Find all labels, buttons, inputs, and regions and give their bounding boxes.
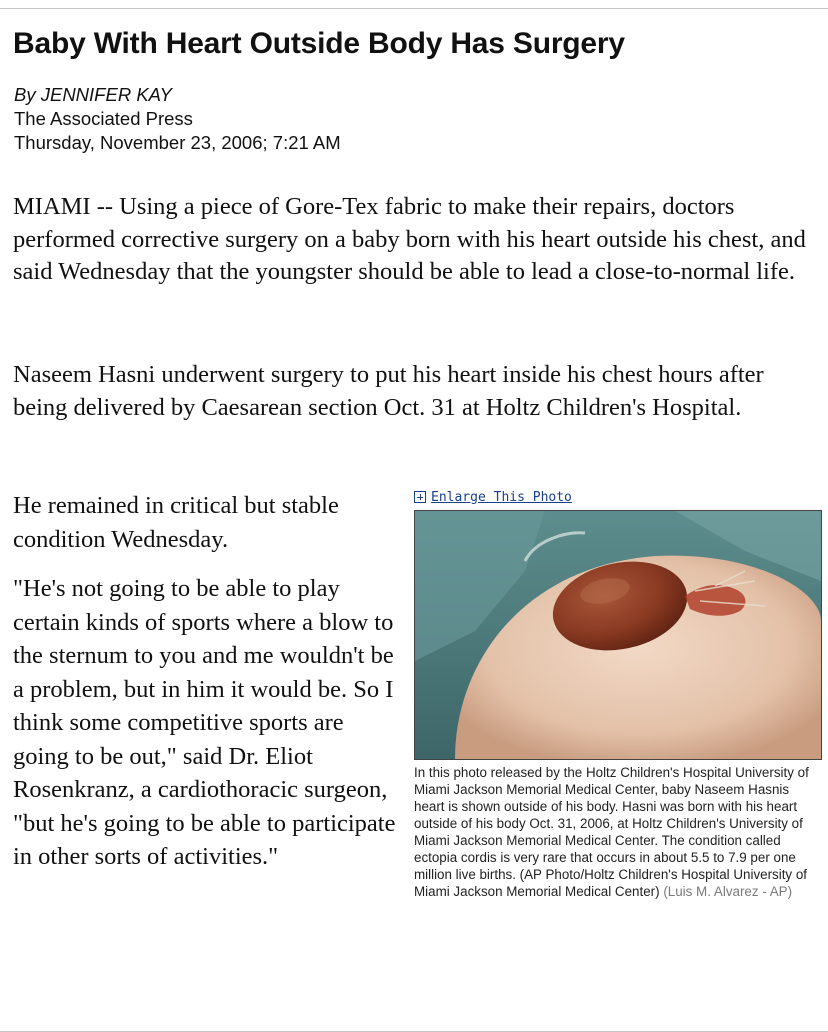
source: The Associated Press — [14, 108, 193, 129]
enlarge-photo-link[interactable] — [414, 487, 822, 507]
plus-box-icon — [414, 491, 426, 503]
paragraph-4: "He's not going to be able to play certain kinds of sports where a blow to the sternum to you and me wouldn't be a problem, but in him it would be. So I think some competitive sports are going to be out," said Dr. Eliot Rosenkranz, a cardiothoracic surgeon, "but he's going to be able to participate in other sorts of activities." — [13, 575, 396, 870]
article-photo[interactable] — [414, 510, 822, 760]
byline-block — [14, 83, 341, 155]
photo-box — [414, 487, 822, 900]
photo-credit: (Luis M. Alvarez - AP) — [663, 884, 793, 899]
left-column — [13, 489, 398, 890]
article-headline: Baby With Heart Outside Body Has Surgery — [13, 27, 625, 60]
enlarge-photo-label: Enlarge This Photo — [431, 489, 572, 505]
paragraph-2: Naseem Hasni underwent surgery to put his heart inside his chest hours after being delivered by Caesarean section Oct. 31 at Holtz Children's Hospital. — [13, 361, 764, 421]
byline: By JENNIFER KAY — [14, 84, 172, 105]
photo-caption — [414, 764, 822, 900]
dateline: Thursday, November 23, 2006; 7:21 AM — [14, 132, 341, 153]
article-page — [0, 8, 828, 1032]
paragraph-3: He remained in critical but stable condition Wednesday. — [13, 492, 339, 553]
lead-paragraph: MIAMI -- Using a piece of Gore-Tex fabric to make their repairs, doctors performed corrective surgery on a baby born with his heart outside his chest, and said Wednesday that the youngster should be able to lead a close-to-normal life. — [13, 193, 806, 285]
caption-text: In this photo released by the Holtz Children's Hospital University of Miami Jackson Memorial Medical Center, baby Naseem Hasnis heart is shown outside of his body. Hasni was born with his heart outside of his body Oct. 31, 2006, at Holtz Children's University of Miami Jackson Memorial Medical Center. The condition called ectopia cordis is very rare that occurs in about 5.5 to 7.9 per one million live births. (AP Photo/Holtz Children's Hospital University of Miami Jackson Memorial Medical Center) — [414, 765, 809, 899]
